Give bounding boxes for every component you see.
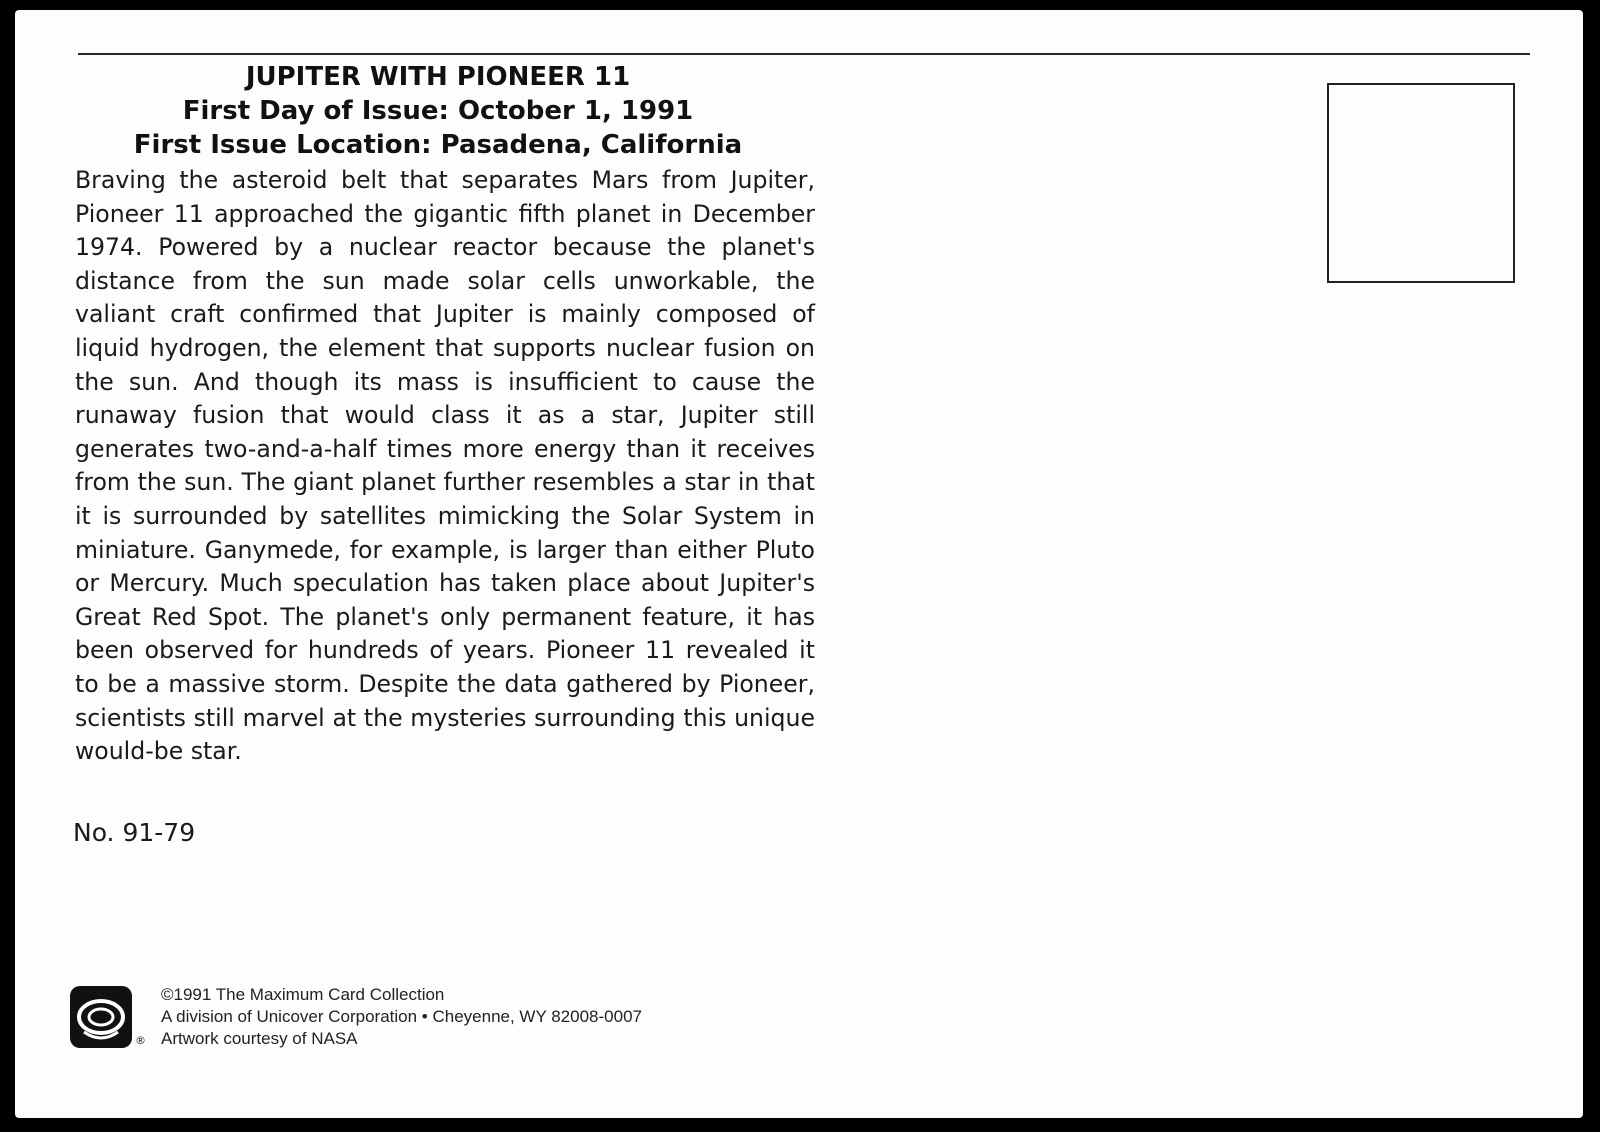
unicover-logo-icon bbox=[70, 986, 132, 1048]
first-issue-location: First Issue Location: Pasadena, California bbox=[133, 130, 743, 160]
top-divider bbox=[78, 53, 1530, 55]
first-day-of-issue: First Day of Issue: October 1, 1991 bbox=[182, 96, 694, 126]
card-heading bbox=[78, 60, 798, 162]
stamp-placement-box bbox=[1327, 83, 1515, 283]
artwork-credit-line: Artwork courtesy of NASA bbox=[161, 1029, 358, 1048]
description-paragraph: Braving the asteroid belt that separates Mars from Jupiter, Pioneer 11 approached the gigantic fifth planet in December 1974. Powered by a nuclear reactor because the planet's distance from the sun made solar cells unworkable, the valiant craft confirmed that Jupiter is mainly composed of liquid hydrogen, the element that supports nuclear fusion on the sun. And though its mass is insufficient to cause the runaway fusion that would class it as a star, Jupiter still generates two-and-a-half times more energy than it receives from the sun. The giant planet further resembles a star in that it is surrounded by satellites mimicking the Solar System in miniature. Ganymede, for example, is larger than either Pluto or Mercury. Much speculation has taken place about Jupiter's Great Red Spot. The planet's only permanent feature, it has been observed for hundreds of years. Pioneer 11 revealed it to be a massive storm. Despite the data gathered by Pioneer, scientists still marvel at the mysteries surrounding this unique would-be star. bbox=[75, 166, 815, 766]
division-line: A division of Unicover Corporation • Cheyenne, WY 82008-0007 bbox=[161, 1007, 642, 1026]
postcard-back bbox=[15, 10, 1583, 1118]
publisher-credits bbox=[161, 984, 642, 1050]
registered-mark: ® bbox=[135, 1034, 146, 1047]
copyright-line: ©1991 The Maximum Card Collection bbox=[161, 985, 445, 1004]
issue-number: No. 91-79 bbox=[73, 818, 196, 847]
card-title: JUPITER WITH PIONEER 11 bbox=[245, 62, 631, 92]
